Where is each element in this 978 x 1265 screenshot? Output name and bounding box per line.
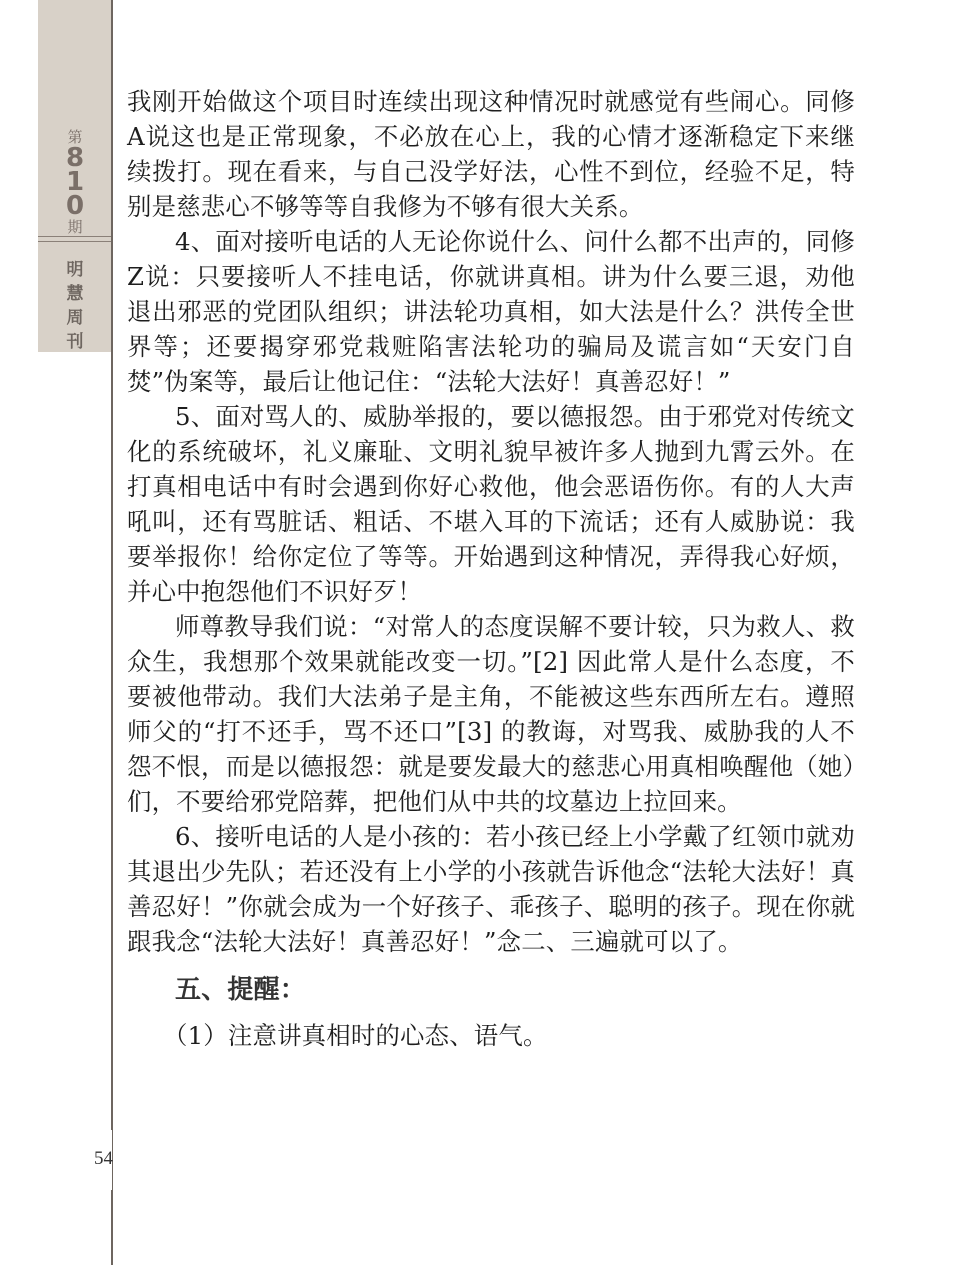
sidebar-divider: [38, 241, 112, 242]
paragraph: 我刚开始做这个项目时连续出现这种情况时就感觉有些闹心。同修A说这也是正常现象，不必放在心上，我的心情才逐渐稳定下来继续拨打。现在看来，与自己没学好法，心性不到位，经验不足，特别是慈悲心不够等等自我修为不够有很大关系。: [127, 87, 855, 221]
issue-digit: 1: [65, 167, 85, 197]
article-body: [127, 84, 855, 1053]
issue-digit: 0: [65, 191, 85, 221]
issue-digit: 8: [65, 143, 85, 173]
paragraph: （1）注意讲真相时的心态、语气。: [163, 1021, 548, 1050]
sidebar-divider: [38, 236, 112, 237]
paragraph: 师尊教导我们说：“对常人的态度误解不要计较，只为救人、救众生，我想那个效果就能改变一切。”[2] 因此常人是什么态度，不要被他带动。我们大法弟子是主角，不能被这些东西所左右。遵照师父的“打不还手，骂不还口”[3] 的教诲，对骂我、威胁我的人不怨不恨，而是以德报怨：就是要发最大的慈悲心用真相唤醒他（她）们，不要给邪党陪葬，把他们从中共的坟墓边上拉回来。: [127, 612, 855, 816]
page-number: 54: [94, 1148, 113, 1169]
magazine-title: [38, 258, 112, 354]
paragraph: 4、面对接听电话的人无论你说什么、问什么都不出声的，同修Z说：只要接听人不挂电话，你就讲真相。讲为什么要三退，劝他退出邪恶的党团队组织；讲法轮功真相，如大法是什么？洪传全世界等；还要揭穿邪党栽赃陷害法轮功的骗局及谎言如“天安门自焚”伪案等，最后让他记住：“法轮大法好！真善忍好！”: [127, 227, 855, 396]
magazine-char: 明: [66, 260, 84, 280]
section-heading: 五、提醒：: [175, 975, 307, 1005]
magazine-char: 周: [66, 308, 84, 328]
issue-suffix: 期: [67, 218, 83, 236]
magazine-char: 刊: [66, 332, 84, 352]
paragraph: 5、面对骂人的、威胁举报的，要以德报怨。由于邪党对传统文化的系统破坏，礼义廉耻、文明礼貌早被许多人抛到九霄云外。在打真相电话中有时会遇到你好心救他，他会恶语伤你。有的人大声吼叫，还有骂脏话、粗话、不堪入耳的下流话；还有人威胁说：我要举报你！给你定位了等等。开始遇到这种情况，弄得我心好烦，并心中抱怨他们不识好歹！: [127, 402, 855, 606]
paragraph: 6、接听电话的人是小孩的：若小孩已经上小学戴了红领巾就劝其退出少先队；若还没有上小学的小孩就告诉他念“法轮大法好！真善忍好！”你就会成为一个好孩子、乖孩子、聪明的孩子。现在你就跟我念“法轮大法好！真善忍好！”念二、三遍就可以了。: [127, 822, 855, 956]
issue-label: [38, 128, 112, 236]
magazine-char: 慧: [66, 284, 84, 304]
issue-prefix: 第: [67, 128, 83, 146]
